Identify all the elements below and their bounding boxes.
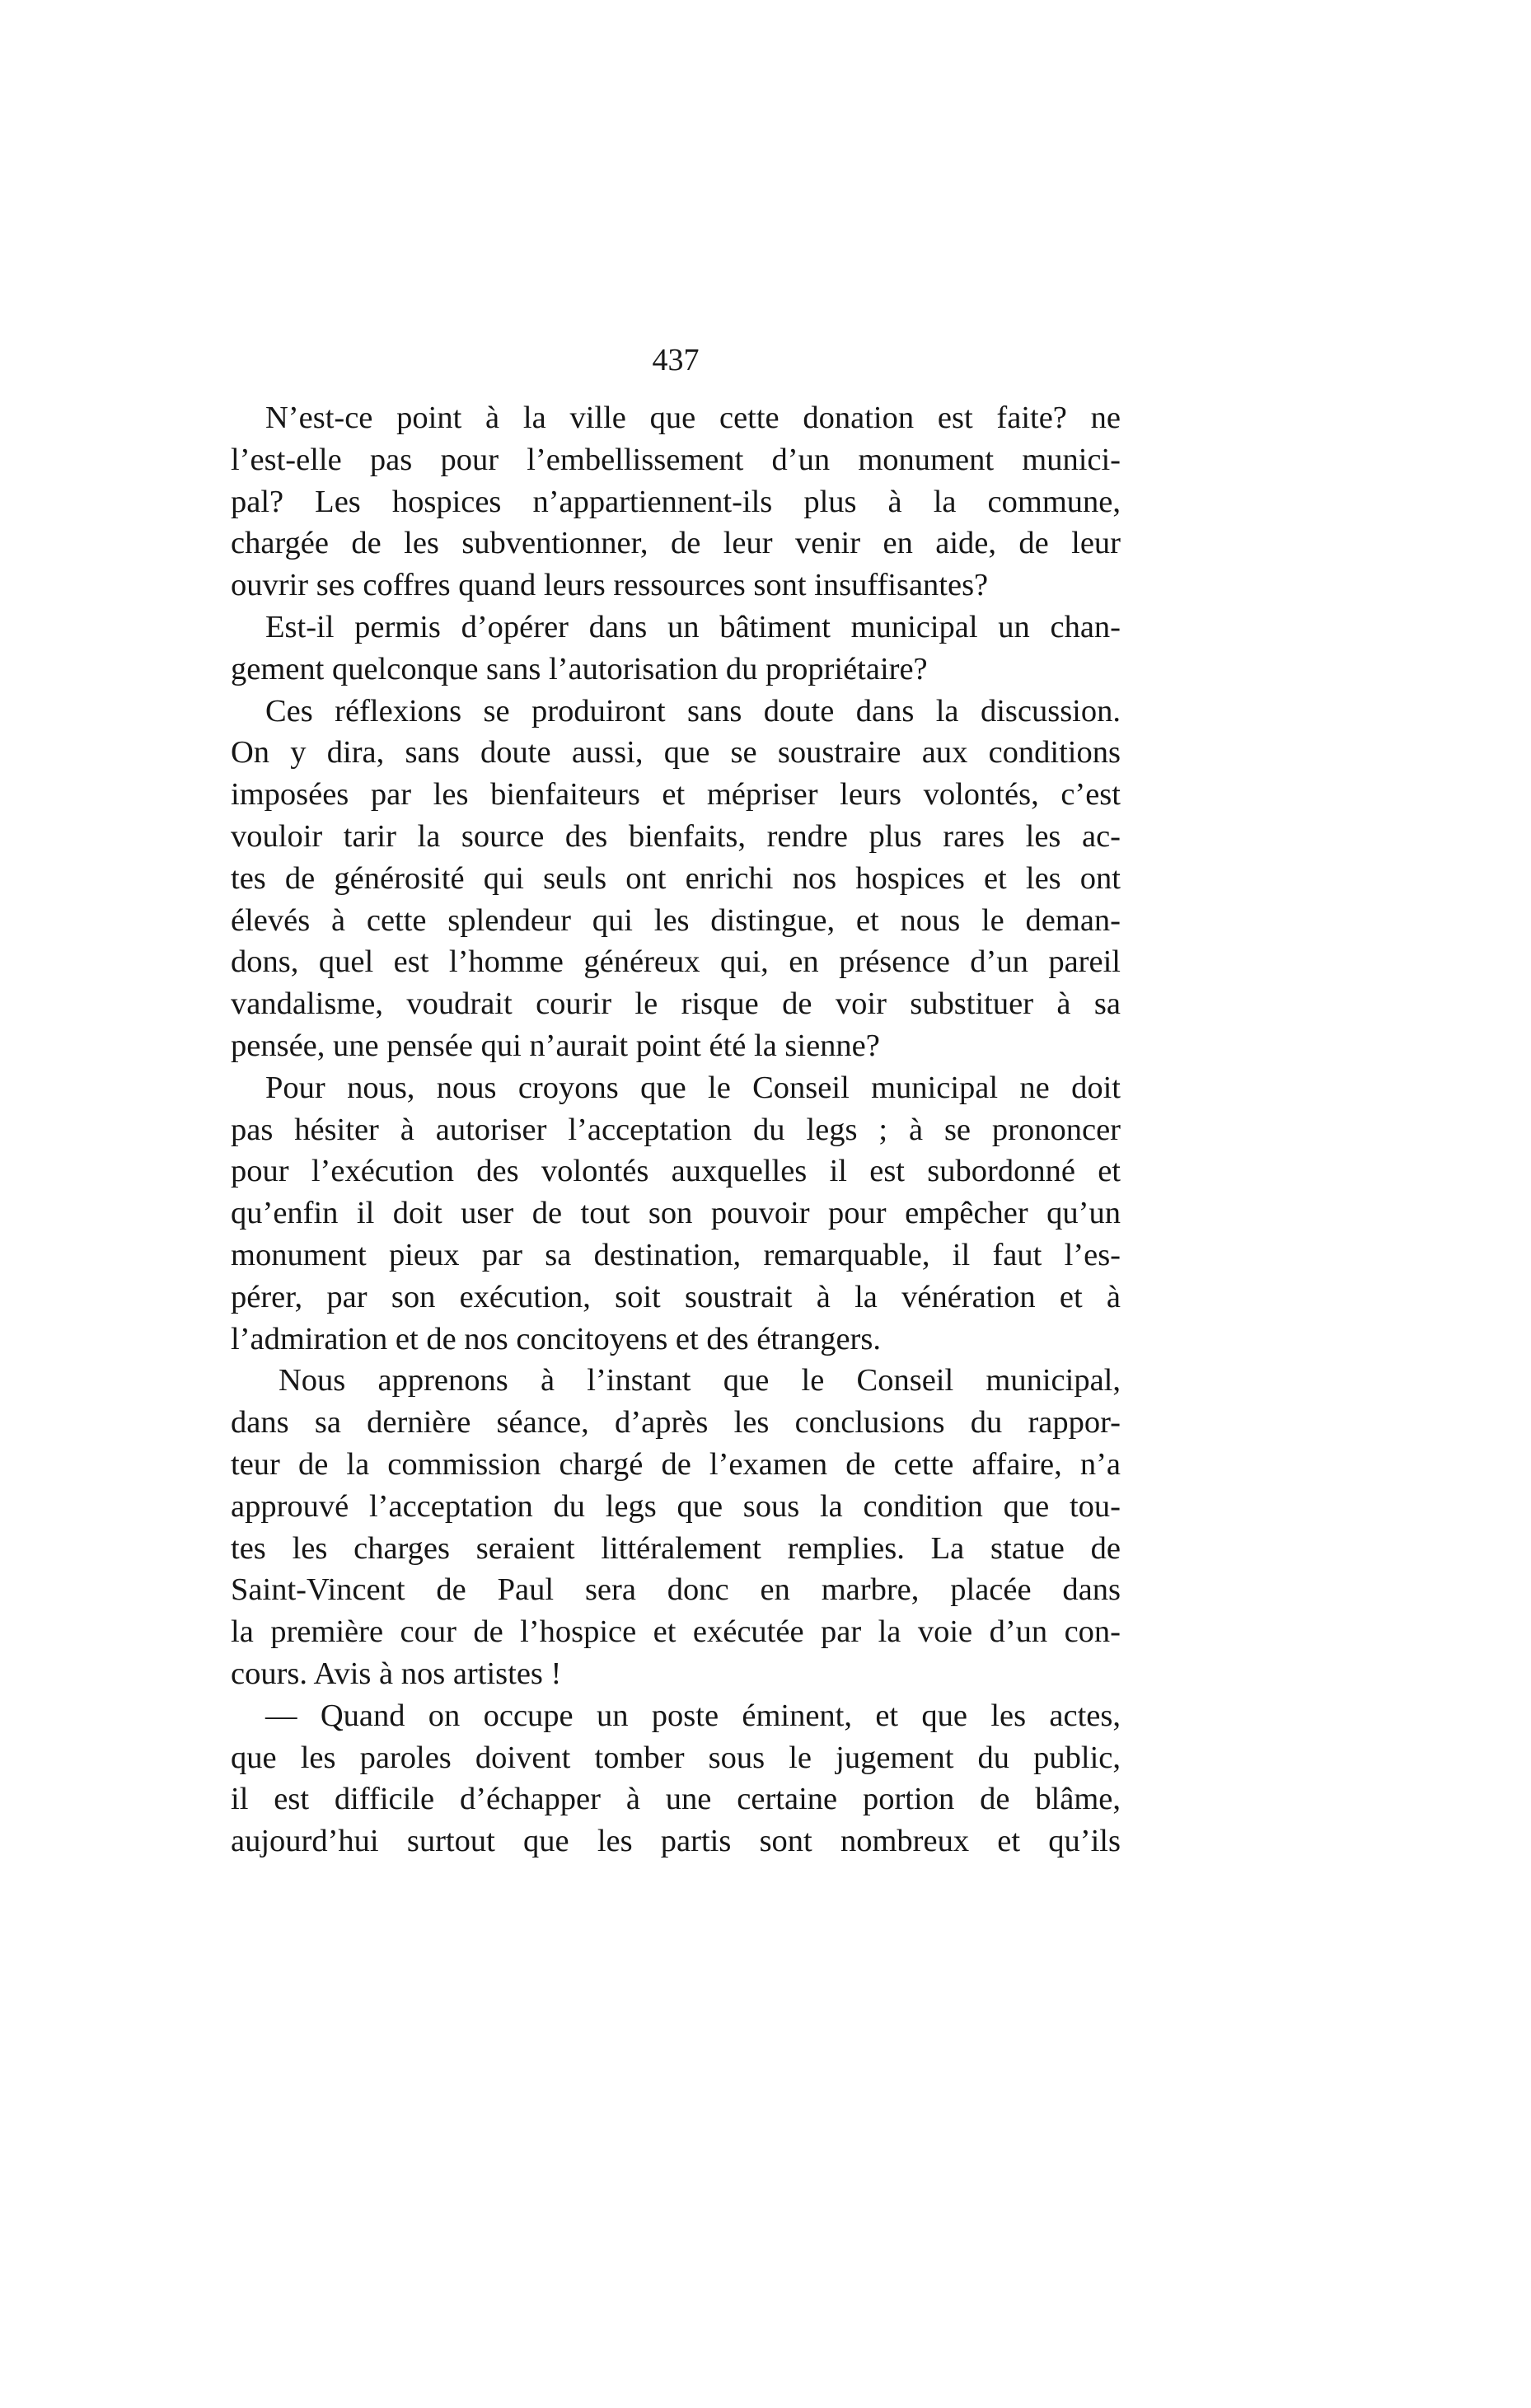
text-line: l’est-elle pas pour l’embellissement d’un monument munici- <box>231 442 1121 477</box>
text-line: pensée, une pensée qui n’aurait point été la sienne? <box>231 1028 880 1063</box>
text-line: tes de générosité qui seuls ont enrichi nos hospices et les ont <box>231 860 1121 896</box>
text-line: pérer, par son exécution, soit soustrait à la vénération et à <box>231 1279 1121 1314</box>
text-line: teur de la commission chargé de l’examen de cette affaire, n’a <box>231 1446 1121 1482</box>
text-line: qu’enfin il doit user de tout son pouvoir pour empêcher qu’un <box>231 1196 1121 1231</box>
text-line: Est-il permis d’opérer dans un bâtiment municipal un chan- <box>265 609 1121 644</box>
text-line: vandalisme, voudrait courir le risque de voir substituer à sa <box>231 986 1121 1022</box>
text-line: pour l’exécution des volontés auxquelles il est subordonné et <box>231 1154 1121 1189</box>
page-number: 437 <box>652 343 700 377</box>
text-line: que les paroles doivent tomber sous le jugement du public, <box>231 1740 1121 1775</box>
text-line: chargée de les subventionner, de leur venir en aide, de leur <box>231 526 1121 561</box>
text-line: pas hésiter à autoriser l’acceptation du legs ; à se prononcer <box>231 1112 1121 1147</box>
text-line: aujourd’hui surtout que les partis sont nombreux et qu’ils <box>231 1824 1121 1859</box>
text-line: Nous apprenons à l’instant que le Conseil municipal, <box>279 1363 1121 1398</box>
text-line: pal? Les hospices n’appartiennent-ils plus à la commune, <box>231 484 1121 519</box>
text-line: Saint-Vincent de Paul sera donc en marbre, placée dans <box>231 1572 1121 1608</box>
text-line: imposées par les bienfaiteurs et mépriser leurs volontés, c’est <box>231 777 1121 813</box>
text-line: l’admiration et de nos concitoyens et des étrangers. <box>231 1321 881 1356</box>
text-line: la première cour de l’hospice et exécutée par la voie d’un con- <box>231 1614 1121 1650</box>
text-line: N’est-ce point à la ville que cette donation est faite? ne <box>265 401 1121 435</box>
text-line: élevés à cette splendeur qui les distingue, et nous le deman- <box>231 902 1121 938</box>
text-line: il est difficile d’échapper à une certaine portion de blâme, <box>231 1782 1121 1817</box>
text-line: ouvrir ses coffres quand leurs ressources sont insuffisantes? <box>231 568 989 603</box>
text-line: tes les charges seraient littéralement remplies. La statue de <box>231 1530 1121 1566</box>
text-line: vouloir tarir la source des bienfaits, rendre plus rares les ac- <box>231 818 1121 854</box>
text-line: Pour nous, nous croyons que le Conseil municipal ne doit <box>265 1070 1121 1105</box>
text-line: approuvé l’acceptation du legs que sous la condition que tou- <box>231 1488 1121 1524</box>
text-line: Ces réflexions se produiront sans doute dans la discussion. <box>265 693 1121 728</box>
body-text <box>231 397 1121 1862</box>
text-line: On y dira, sans doute aussi, que se soustraire aux conditions <box>231 735 1121 771</box>
text-line: cours. Avis à nos artistes ! <box>231 1656 562 1691</box>
text-line: gement quelconque sans l’autorisation du propriétaire? <box>231 651 928 686</box>
text-line: monument pieux par sa destination, remarquable, il faut l’es- <box>231 1237 1121 1272</box>
text-line: dans sa dernière séance, d’après les conclusions du rappor- <box>231 1405 1121 1441</box>
text-line: dons, quel est l’homme généreux qui, en présence d’un pareil <box>231 944 1121 980</box>
text-line: — Quand on occupe un poste éminent, et que les actes, <box>265 1698 1121 1733</box>
